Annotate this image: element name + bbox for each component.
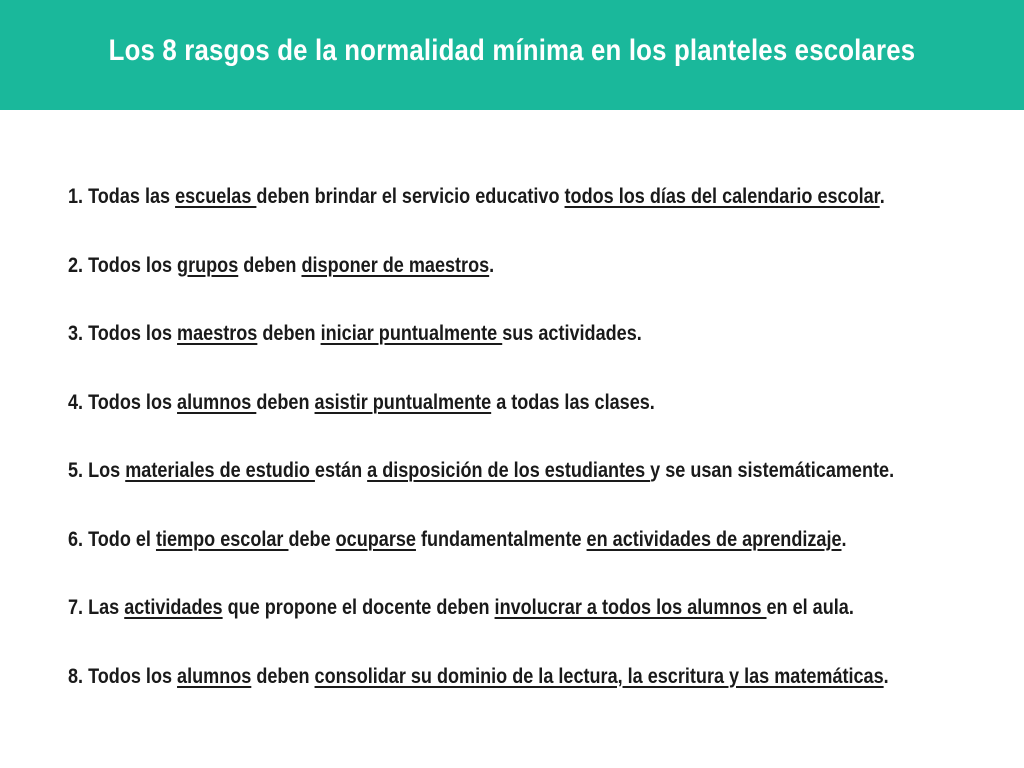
text: sus actividades. <box>502 322 642 345</box>
trait-item-6 <box>68 523 876 557</box>
text: 8. Todos los <box>68 664 178 688</box>
text: . <box>841 527 847 551</box>
traits-list <box>68 180 1008 728</box>
trait-item-8 <box>68 660 889 694</box>
text: y se usan sistemáticamente. <box>650 459 895 482</box>
text: 3. Todos los <box>68 322 178 345</box>
trait-item-5 <box>68 454 895 488</box>
text: deben brindar el servicio educativo <box>256 185 565 208</box>
underlined-text: materiales de estudio <box>125 459 315 482</box>
underlined-text: iniciar puntualmente <box>320 322 503 345</box>
text: deben <box>256 390 315 414</box>
text: a todas las clases. <box>491 390 655 414</box>
text: fundamentalmente <box>415 527 587 551</box>
text: 1. Todas las <box>68 185 176 208</box>
trait-item-7 <box>68 591 876 625</box>
trait-item-4 <box>68 386 876 420</box>
text: . <box>879 185 885 208</box>
underlined-text: asistir puntualmente <box>314 390 492 414</box>
underlined-text: consolidar su dominio de la lectura, la escritura y las matemáticas <box>314 664 884 688</box>
text: están <box>314 459 368 482</box>
trait-item-2 <box>68 249 876 283</box>
text: que propone el docente deben <box>222 596 495 619</box>
underlined-text: tiempo escolar <box>155 527 289 551</box>
text: 5. Los <box>68 459 126 482</box>
text: en el aula. <box>766 596 854 619</box>
text: 2. Todos los <box>68 253 178 277</box>
underlined-text: ocuparse <box>335 527 416 551</box>
trait-item-1 <box>68 180 885 214</box>
text: deben <box>238 253 302 277</box>
text: 7. Las <box>68 596 125 619</box>
underlined-text: grupos <box>177 253 239 277</box>
underlined-text: involucrar a todos los alumnos <box>494 596 767 619</box>
underlined-text: disponer de maestros <box>301 253 490 277</box>
underlined-text: escuelas <box>175 185 257 208</box>
title-banner <box>0 0 1024 110</box>
text: 4. Todos los <box>68 390 178 414</box>
text: . <box>883 664 889 688</box>
text: deben <box>251 664 315 688</box>
underlined-text: actividades <box>124 596 223 619</box>
text: debe <box>288 527 336 551</box>
text: 6. Todo el <box>68 527 156 551</box>
underlined-text: todos los días del calendario escolar <box>564 185 880 208</box>
text: . <box>489 253 495 277</box>
underlined-text: maestros <box>177 322 258 345</box>
text: deben <box>257 322 321 345</box>
underlined-text: alumnos <box>177 390 257 414</box>
trait-item-3 <box>68 317 876 351</box>
underlined-text: alumnos <box>177 664 252 688</box>
underlined-text: a disposición de los estudiantes <box>367 459 651 482</box>
underlined-text: en actividades de aprendizaje <box>586 527 842 551</box>
slide-title: Los 8 rasgos de la normalidad mínima en los planteles escolares <box>108 34 916 67</box>
